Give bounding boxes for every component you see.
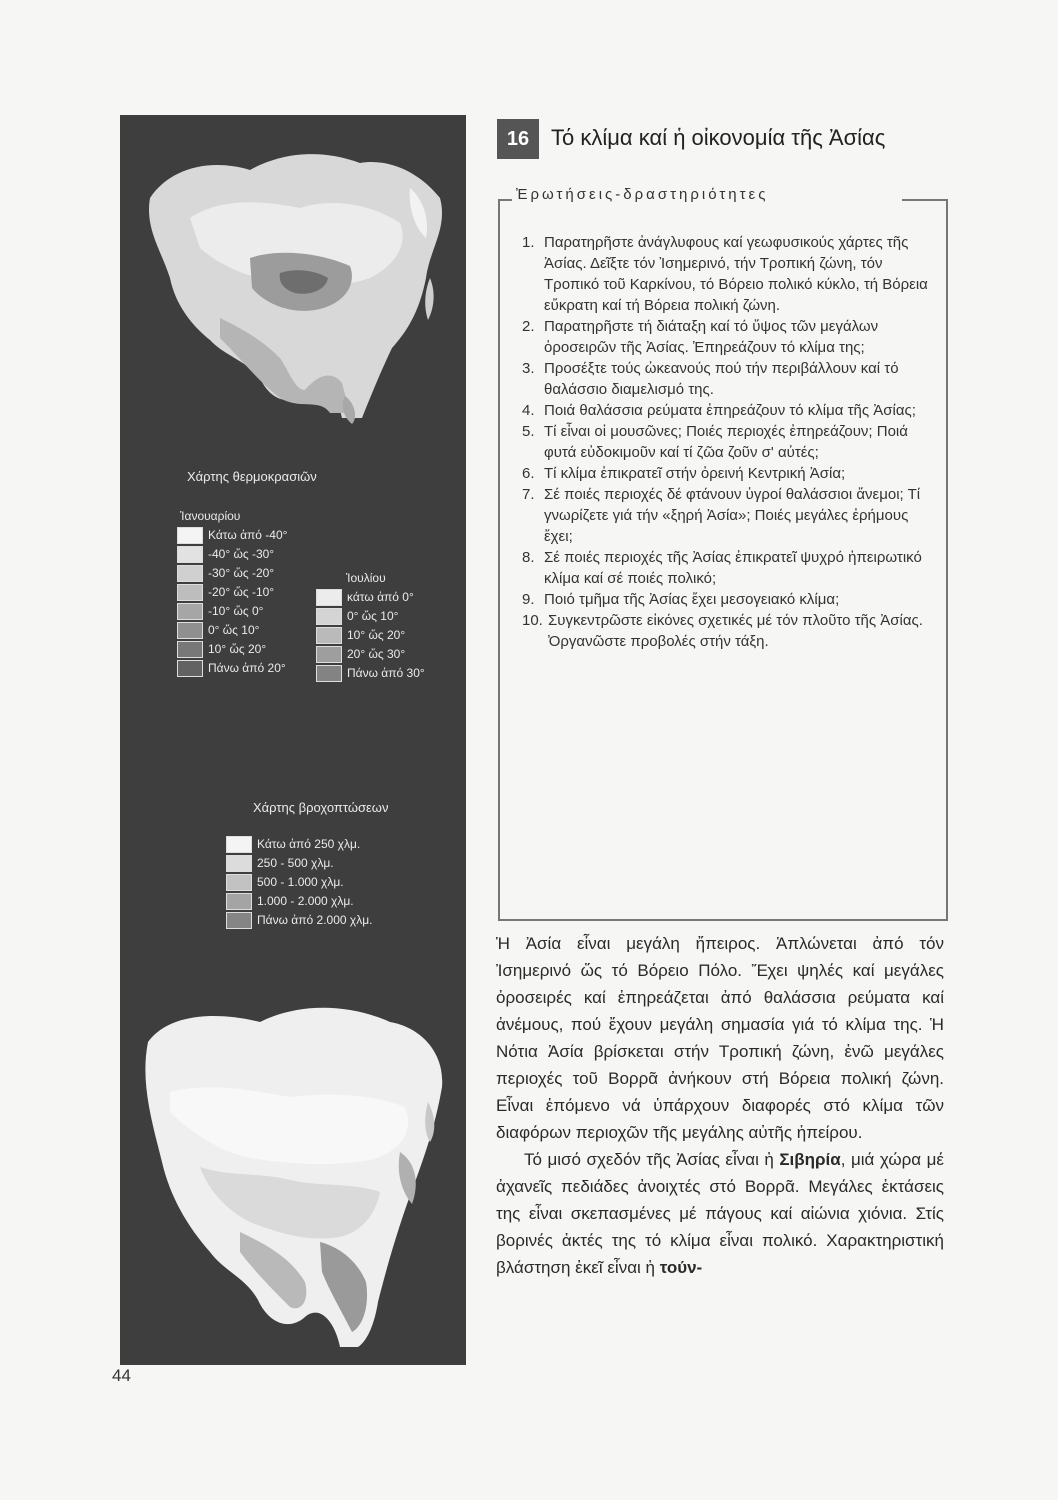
question-item: 1. Παρατηρῆστε ἀνάγλυφους καί γεωφυσικούς χάρτες τῆς Ἀσίας. Δεῖξτε τόν Ἰσημερινό, τήν Τροπική ζώνη, τόν Τροπικό τοῦ Καρκίνου, τό Βόρειο πολικό κύκλο, τή Βόρεια εὔκρατη καί τή Βόρεια πολική ζώνη. xyxy=(522,234,928,314)
legend-swatch xyxy=(177,641,203,658)
legend-swatch xyxy=(177,565,203,582)
rainfall-map-image xyxy=(130,982,460,1352)
rain-legend-item: Κάτω ἀπό 250 χλμ. xyxy=(226,835,372,854)
rain-legend-item: 500 - 1.000 χλμ. xyxy=(226,873,372,892)
rain-legend-item: 1.000 - 2.000 χλμ. xyxy=(226,892,372,911)
legend-swatch xyxy=(316,589,342,606)
july-legend-item: Πάνω ἀπό 30° xyxy=(316,664,425,683)
questions-box-border xyxy=(902,199,946,201)
legend-swatch xyxy=(316,665,342,682)
legend-swatch xyxy=(226,893,252,910)
question-item: 4. Ποιά θαλάσσια ρεύματα ἐπηρεάζουν τό κλίμα τῆς Ἀσίας; xyxy=(522,402,916,419)
july-legend-item: 0° ὥς 10° xyxy=(316,607,425,626)
rain-legend-item: Πάνω ἀπό 2.000 χλμ. xyxy=(226,911,372,930)
chapter-number-badge: 16 xyxy=(497,119,539,159)
january-legend-item: -10° ὥς 0° xyxy=(177,602,287,621)
legend-swatch xyxy=(177,527,203,544)
january-legend-item: -30° ὥς -20° xyxy=(177,564,287,583)
legend-swatch xyxy=(316,646,342,663)
bold-term: Σιβηρία xyxy=(779,1150,841,1169)
bold-term: τούν- xyxy=(659,1258,703,1277)
legend-swatch xyxy=(177,546,203,563)
january-legend xyxy=(177,507,287,678)
body-text xyxy=(496,930,944,1281)
paragraph: Ἡ Ἀσία εἶναι μεγάλη ἤπειρος. Ἁπλώνεται ἀπό τόν Ἰσημερινό ὥς τό Βόρειο Πόλο. Ἔχει ψηλές καί μεγάλες ὀροσειρές καί ἐπηρεάζεται ἀπό θαλάσσια ρεύματα καί ἀνέμους, πού ἔχουν μεγάλη σημασία γιά τό κλίμα της. Ἡ Νότια Ἀσία βρίσκεται στήν Τροπική ζώνη, ἐνῶ μεγάλες περιοχές τοῦ Βορρᾶ ἀνήκουν στή Βόρεια πολική ζώνη. Εἶναι ἑπόμενο νά ὑπάρχουν διαφορές στό κλίμα τῶν διαφόρων περιοχῶν τῆς μεγάλης αὐτῆς ἠπείρου. xyxy=(496,934,944,1142)
paragraph: Τό μισό σχεδόν τῆς Ἀσίας εἶναι ἡ Σιβηρία, μιά χώρα μέ ἀχανεῖς πεδιάδες ἀνοιχτές στό Βορρᾶ. Μεγάλες ἐκτάσεις της εἶναι σκεπασμένες μέ πάγους καί αἰώνια χιόνια. Στίς βορινές ἀκτές της τό κλίμα εἶναι πολικό. Χαρακτηριστική βλάστηση ἐκεῖ εἶναι ἡ τούν- xyxy=(496,1150,945,1277)
temperature-map-image xyxy=(130,128,460,428)
january-legend-item: 10° ὥς 20° xyxy=(177,640,287,659)
question-item: 9. Ποιό τμῆμα τῆς Ἀσίας ἔχει μεσογειακό κλίμα; xyxy=(522,591,840,608)
rain-legend xyxy=(226,835,372,930)
questions-box-border xyxy=(498,199,512,201)
legend-swatch xyxy=(226,912,252,929)
question-item: 2. Παρατηρῆστε τή διάταξη καί τό ὕψος τῶν μεγάλων ὀροσειρῶν τῆς Ἀσίας. Ἐπηρεάζουν τό κλίμα της; xyxy=(522,318,879,356)
legend-swatch xyxy=(177,603,203,620)
july-label: Ἰουλίου xyxy=(346,571,386,585)
questions-list xyxy=(522,232,940,652)
january-legend-item: 0° ὥς 10° xyxy=(177,621,287,640)
temperature-map-title: Χάρτης θερμοκρασιῶν xyxy=(187,469,317,484)
legend-swatch xyxy=(177,660,203,677)
january-legend-item: -40° ὥς -30° xyxy=(177,545,287,564)
july-legend-item: 10° ὥς 20° xyxy=(316,626,425,645)
january-legend-item: Κάτω ἀπό -40° xyxy=(177,526,287,545)
question-item: 7. Σέ ποιές περιοχές δέ φτάνουν ὑγροί θαλάσσιοι ἄνεμοι; Τί γνωρίζετε γιά τήν «ξηρή Ἀσία»; Ποιές μεγάλες ἐρήμους ἔχει; xyxy=(522,486,921,545)
question-item: 5. Τί εἶναι οἱ μουσῶνες; Ποιές περιοχές ἐπηρεάζουν; Ποιά φυτά εὐδοκιμοῦν καί τί ζῶα ζοῦν σ' αὐτές; xyxy=(522,423,908,461)
question-item: 6. Τί κλίμα ἐπικρατεῖ στήν ὀρεινή Κεντρική Ἀσία; xyxy=(522,465,846,482)
chapter-title: Τό κλίμα καί ἡ οἰκονομία τῆς Ἀσίας xyxy=(551,125,886,150)
july-legend-item: 20° ὥς 30° xyxy=(316,645,425,664)
rain-legend-item: 250 - 500 χλμ. xyxy=(226,854,372,873)
questions-heading: Ἐρωτήσεις-δραστηριότητες xyxy=(516,186,769,203)
question-item: 10. Συγκεντρῶστε εἰκόνες σχετικές μέ τόν πλοῦτο τῆς Ἀσίας. Ὀργανῶστε προβολές στήν τάξη. xyxy=(522,612,923,650)
january-legend-item: -20° ὥς -10° xyxy=(177,583,287,602)
january-legend-item: Πάνω ἀπό 20° xyxy=(177,659,287,678)
question-item: 8. Σέ ποιές περιοχές τῆς Ἀσίας ἐπικρατεῖ ψυχρό ἠπειρωτικό κλίμα καί σέ ποιές πολικό; xyxy=(522,549,922,587)
legend-swatch xyxy=(316,627,342,644)
july-legend xyxy=(316,569,425,683)
legend-swatch xyxy=(226,855,252,872)
legend-swatch xyxy=(316,608,342,625)
january-label: Ἰανουαρίου xyxy=(180,509,241,523)
question-item: 3. Προσέξτε τούς ὠκεανούς πού τήν περιβάλλουν καί τό θαλάσσιο διαμελισμό της. xyxy=(522,360,899,398)
legend-swatch xyxy=(226,836,252,853)
legend-swatch xyxy=(177,622,203,639)
legend-swatch xyxy=(177,584,203,601)
page-number: 44 xyxy=(112,1366,131,1385)
rain-map-title: Χάρτης βροχοπτώσεων xyxy=(253,800,389,815)
july-legend-item: κάτω ἀπό 0° xyxy=(316,588,425,607)
legend-swatch xyxy=(226,874,252,891)
